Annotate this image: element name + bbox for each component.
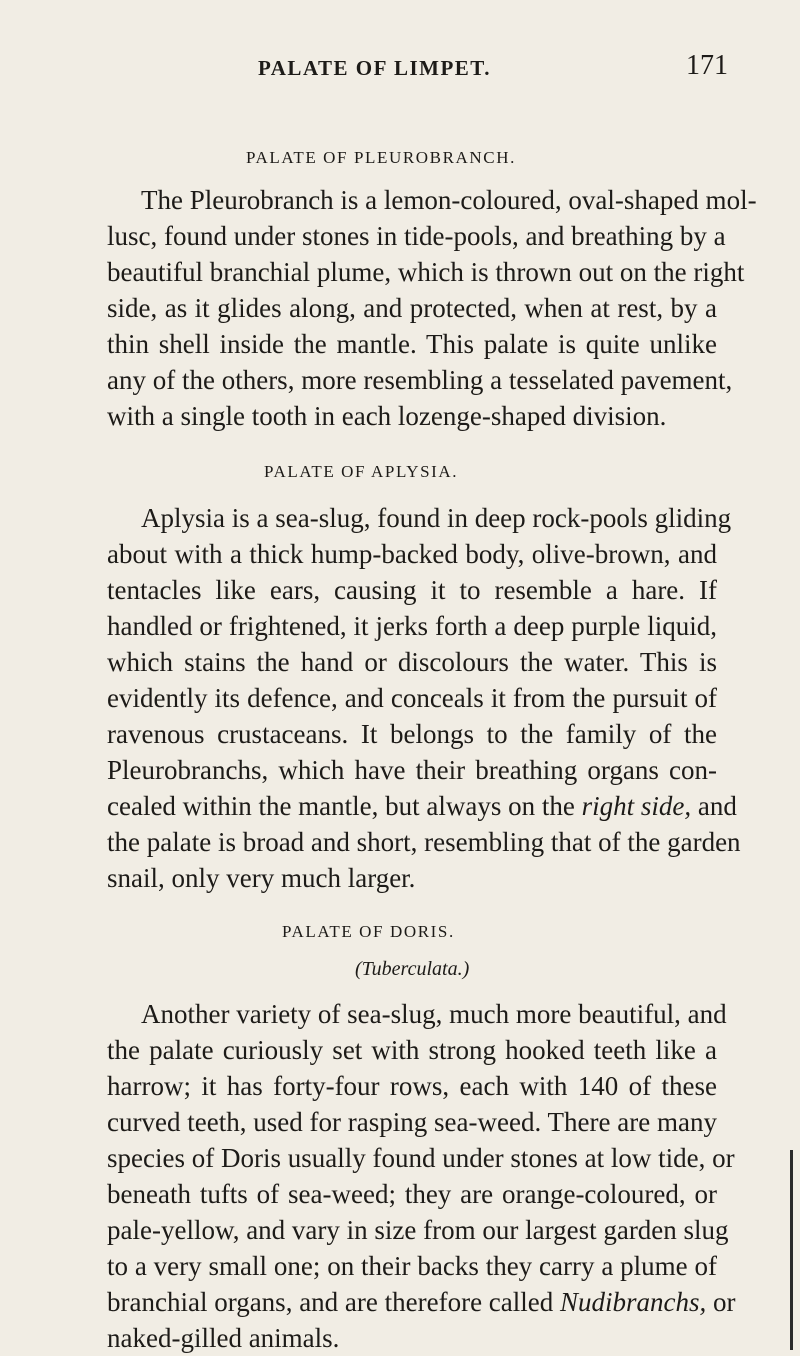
line-text: and <box>697 791 737 821</box>
paragraph-line: the palate is broad and short, resembling that of the garden <box>107 827 741 857</box>
paragraph-line: naked-gilled animals. <box>107 1323 340 1353</box>
paragraph-line: Pleurobranchs, which have their breathing organs con- <box>107 755 717 785</box>
paragraph-line: snail, only very much larger. <box>107 863 416 893</box>
paragraph-line: evidently its defence, and conceals it from the pursuit of <box>107 683 717 713</box>
line-text: or <box>713 1287 736 1317</box>
paragraph-line: thin shell inside the mantle. This palate is quite unlike <box>107 329 717 359</box>
paragraph-line: species of Doris usually found under stones at low tide, or <box>107 1143 735 1173</box>
paragraph-line: lusc, found under stones in tide-pools, and breathing by a <box>107 221 726 251</box>
line-text: branchial organs, and are therefore called <box>107 1287 554 1317</box>
paragraph-line: Another variety of sea-slug, much more beautiful, and <box>141 999 727 1029</box>
paragraph-line: the palate curiously set with strong hooked teeth like a <box>107 1035 717 1065</box>
paragraph-line: to a very small one; on their backs they carry a plume of <box>107 1251 717 1281</box>
section-heading-aplysia: PALATE OF APLYSIA. <box>264 462 459 481</box>
page-number: 171 <box>686 50 728 81</box>
margin-rule <box>790 1150 793 1350</box>
paragraph-line: any of the others, more resembling a tesselated pavement, <box>107 365 733 395</box>
running-head: PALATE OF LIMPET. <box>258 56 491 80</box>
paragraph-line-mixed <box>107 788 737 824</box>
paragraph-line: harrow; it has forty-four rows, each with 140 of these <box>107 1071 717 1101</box>
section-subheading: (Tuberculata.) <box>355 958 470 980</box>
paragraph-line: handled or frightened, it jerks forth a deep purple liquid, <box>107 611 717 641</box>
paragraph-line: curved teeth, used for rasping sea-weed. There are many <box>107 1107 717 1137</box>
paragraph-line: which stains the hand or discolours the water. This is <box>107 647 717 677</box>
paragraph-line: about with a thick hump-backed body, olive-brown, and <box>107 539 717 569</box>
italic-phrase: right side, <box>581 791 692 821</box>
section-heading-doris: PALATE OF DORIS. <box>282 922 455 941</box>
section-heading-pleurobranch: PALATE OF PLEUROBRANCH. <box>246 148 516 167</box>
paragraph-line: The Pleurobranch is a lemon-coloured, oval-shaped mol- <box>141 185 757 215</box>
paragraph-line: pale-yellow, and vary in size from our largest garden slug <box>107 1215 729 1245</box>
paragraph-line: side, as it glides along, and protected, when at rest, by a <box>107 293 717 323</box>
paragraph-line: Aplysia is a sea-slug, found in deep rock-pools gliding <box>141 503 732 533</box>
paragraph-line: ravenous crustaceans. It belongs to the family of the <box>107 719 717 749</box>
paragraph-line: tentacles like ears, causing it to resemble a hare. If <box>107 575 717 605</box>
paragraph-line: beautiful branchial plume, which is thrown out on the right <box>107 257 745 287</box>
paragraph-line-mixed <box>107 1284 736 1320</box>
line-text: cealed within the mantle, but always on the <box>107 791 575 821</box>
paragraph-line: beneath tufts of sea-weed; they are orange-coloured, or <box>107 1179 717 1209</box>
italic-term: Nudibranchs, <box>560 1287 707 1317</box>
paragraph-line: with a single tooth in each lozenge-shaped division. <box>107 401 667 431</box>
